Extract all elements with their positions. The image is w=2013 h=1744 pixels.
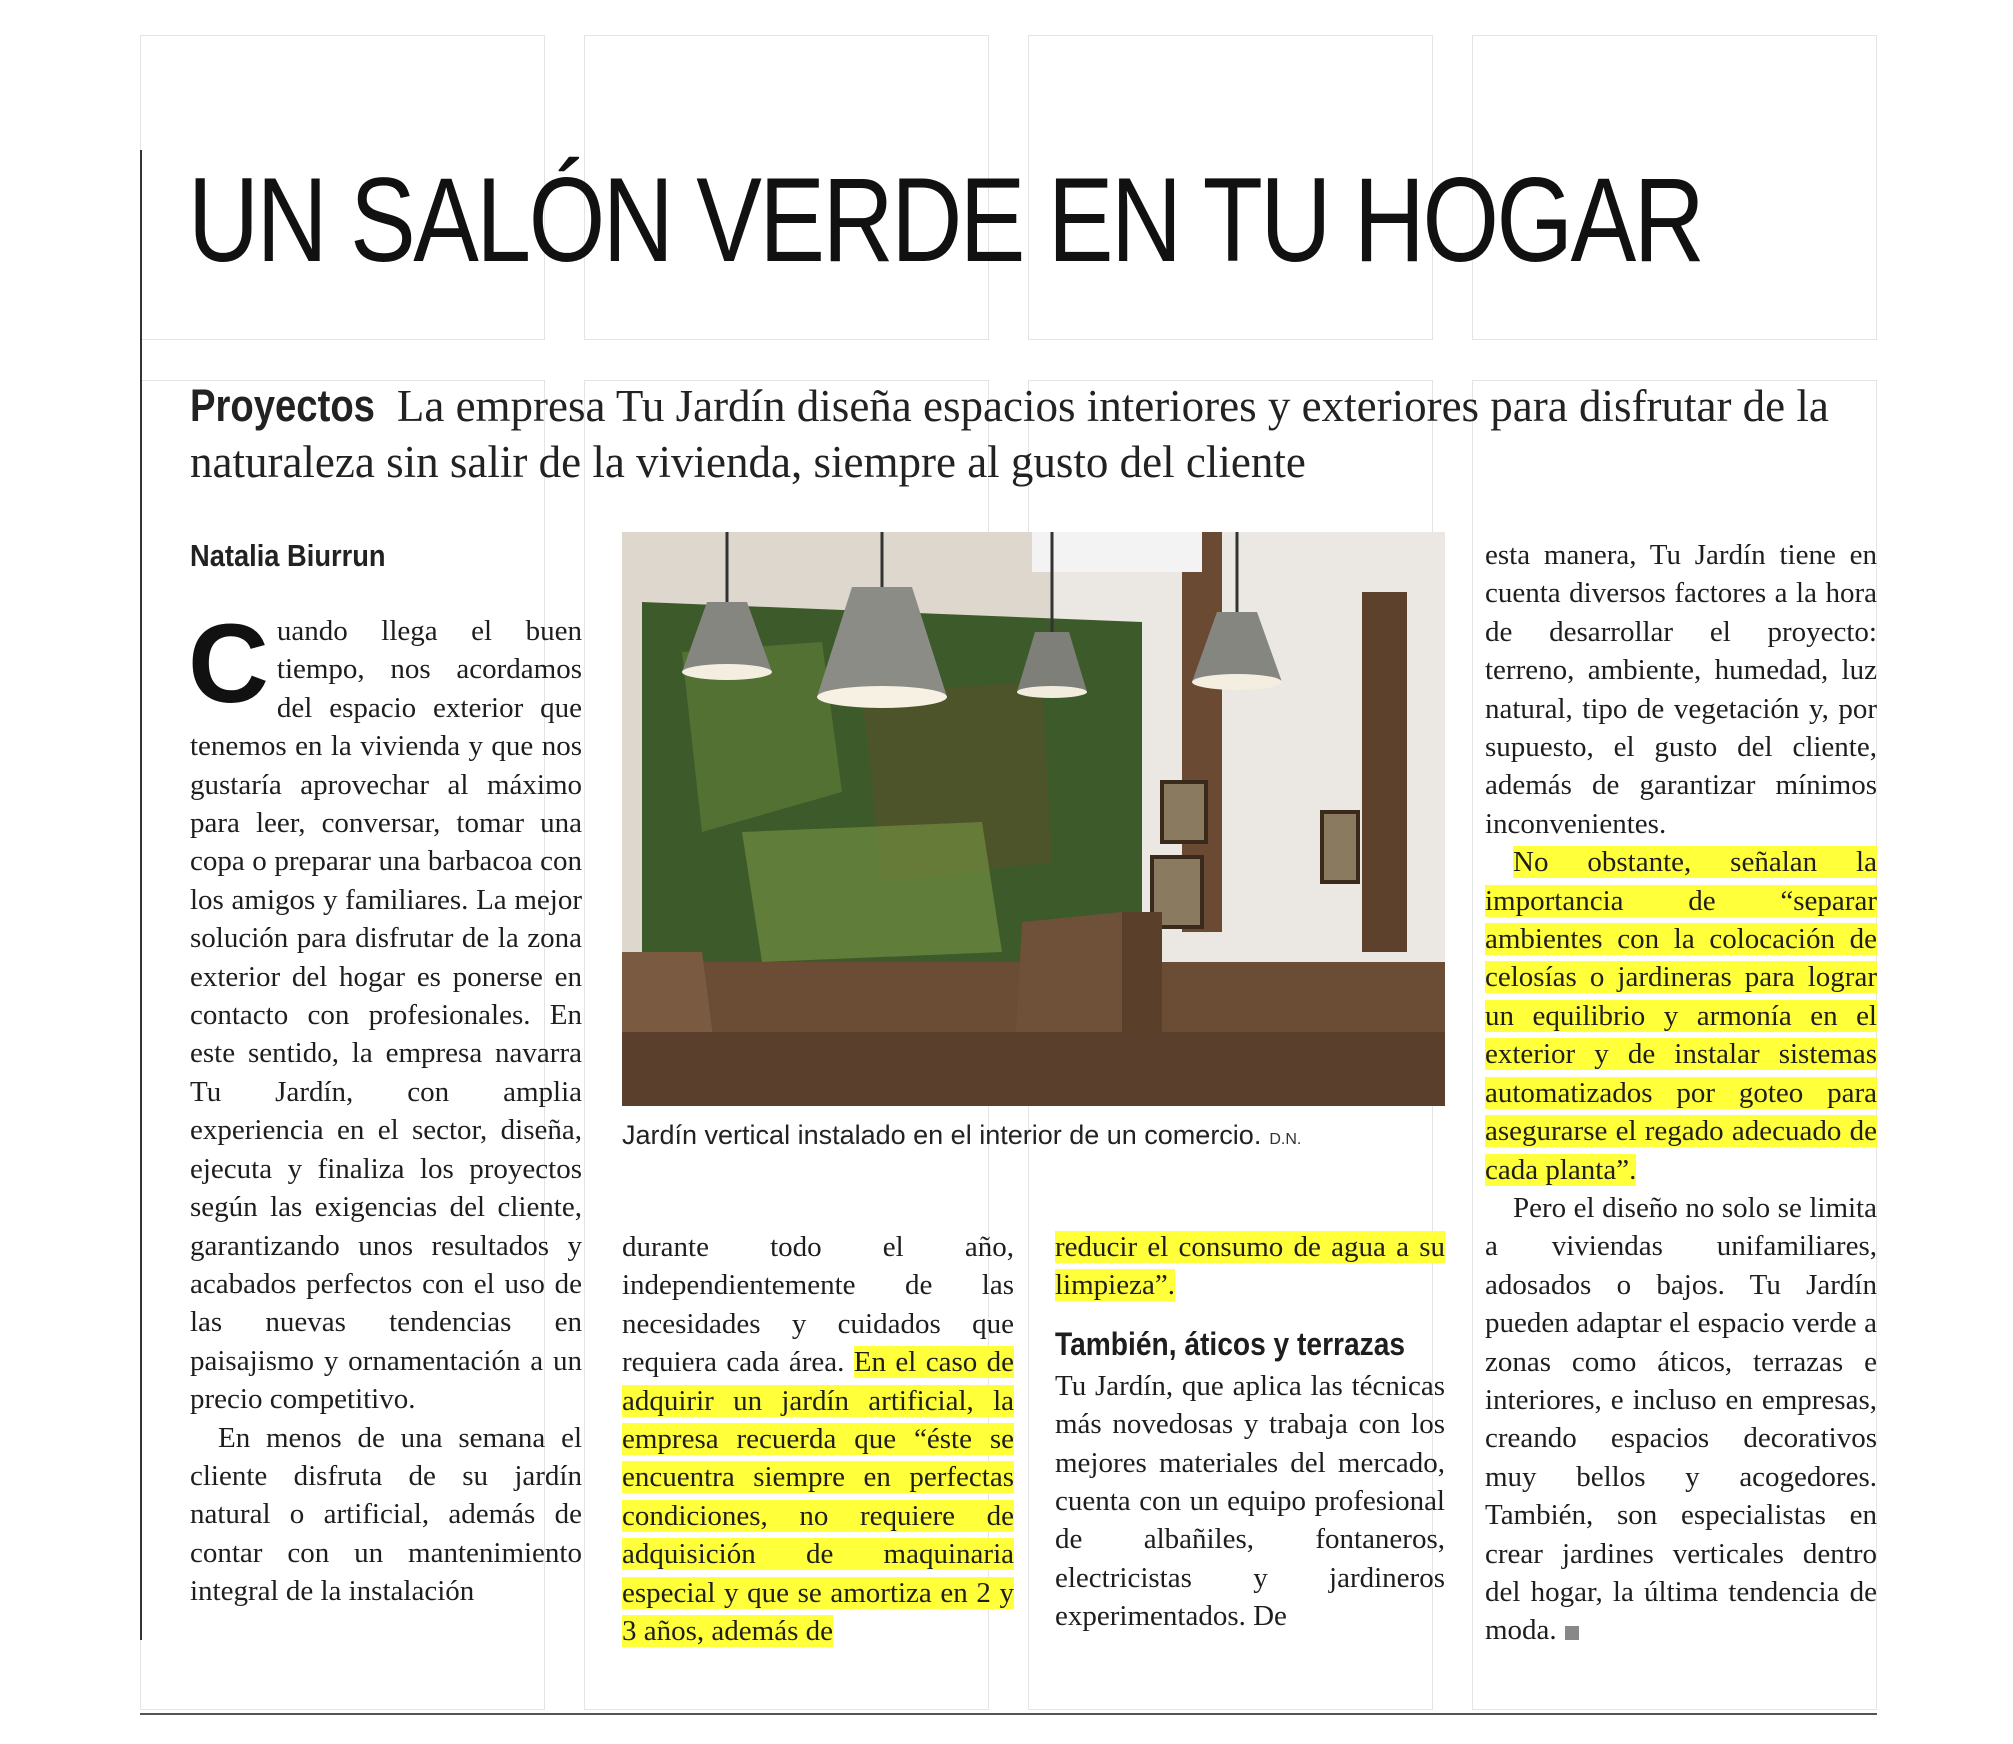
paragraph-text: Pero el diseño no solo se limita a viviendas unifamiliares, adosados o bajos. Tu Jardín pueden adaptar el espacio verde a zonas como áticos, terrazas e interiores, e incluso en empresas, creando espacios decorativos muy bellos y acogedores. También, son especialistas en crear jardines verticales dentro del hogar, la última tendencia de moda. (1485, 1191, 1877, 1647)
subhead-text: La empresa Tu Jardín diseña espacios interiores y exteriores para disfrutar de la naturaleza sin salir de la vivienda, siempre al gusto del cliente (190, 381, 1829, 487)
byline: Natalia Biurrun (190, 538, 386, 573)
paragraph (188, 601, 582, 1419)
paragraph-text: durante todo el año, independientemente de las necesidades y cuidados que requiera cada área. (622, 1231, 1014, 1379)
vertical-garden-illustration (622, 532, 1445, 1106)
highlighted-quote: reducir el consumo de agua a su limpieza”. (1055, 1231, 1445, 1302)
column-4 (1485, 536, 1877, 1650)
photo-caption (622, 1120, 1462, 1151)
headline: UN SALÓN VERDE EN TU HOGAR (188, 153, 1703, 287)
caption-text: Jardín vertical instalado en el interior de un comercio. (622, 1120, 1262, 1150)
column-3 (1055, 1228, 1445, 1636)
vertical-garden-photo (622, 532, 1445, 1106)
paragraph (1485, 1189, 1877, 1650)
subheading: También, áticos y terrazas (1055, 1325, 1406, 1362)
end-mark-icon (1565, 1626, 1579, 1640)
paragraph (1485, 843, 1877, 1189)
photo-credit: D.N. (1269, 1131, 1302, 1148)
column-1 (188, 601, 582, 1611)
bottom-rule (140, 1713, 1877, 1715)
highlighted-quote: En el caso de adquirir un jardín artificial, la empresa recuerda que “éste se encuentra siempre en perfectas condiciones, no requiere de adquisición de maquinaria especial y que se amortiza en 2 y 3 años, además de (622, 1346, 1015, 1648)
section-tag: Proyectos (190, 380, 375, 431)
left-rule (140, 150, 142, 1640)
paragraph: Tu Jardín, que aplica las técnicas más novedosas y trabaja con los mejores materiales del mercado, cuenta con un equipo profesional de albañiles, fontaneros, electricistas y jardineros experimentados. De (1055, 1369, 1445, 1633)
paragraph (622, 1228, 1014, 1650)
column-2 (622, 1228, 1014, 1650)
paragraph: En menos de una semana el cliente disfruta de su jardín natural o artificial, además de contar con un mantenimiento integral de la instalación (190, 1421, 582, 1608)
subhead (190, 378, 1890, 490)
paragraph-text: uando llega el buen tiempo, nos acordamos del espacio exterior que tenemos en la vivienda y que nos gustaría aprovechar al máximo para leer, conversar, tomar una copa o preparar una barbacoa con los amigos y familiares. La mejor solución para disfrutar de la zona exterior del hogar es ponerse en contacto con profesionales. En este sentido, la empresa navarra Tu Jardín, con amplia experiencia en el sector, diseña, ejecuta y finaliza los proyectos según las exigencias del cliente, garantizando unos resultados y acabados perfectos con el uso de las nuevas tendencias en paisajismo y ornamentación a un precio competitivo. (190, 615, 582, 1416)
highlighted-quote: No obstante, señalan la importancia de “separar ambientes con la colocación de celosías o jardineras para lograr un equilibrio y armonía en el exterior y de instalar sistemas automatizados por goteo para asegurarse el regado adecuado de cada planta”. (1485, 846, 1877, 1186)
drop-cap: C (188, 601, 269, 726)
paragraph (1055, 1228, 1445, 1305)
paragraph: esta manera, Tu Jardín tiene en cuenta diversos factores a la hora de desarrollar el proyecto: terreno, ambiente, humedad, luz natural, tipo de vegetación y, por supuesto, el gusto del cliente, además de garantizar mínimos inconvenientes. (1485, 539, 1877, 840)
